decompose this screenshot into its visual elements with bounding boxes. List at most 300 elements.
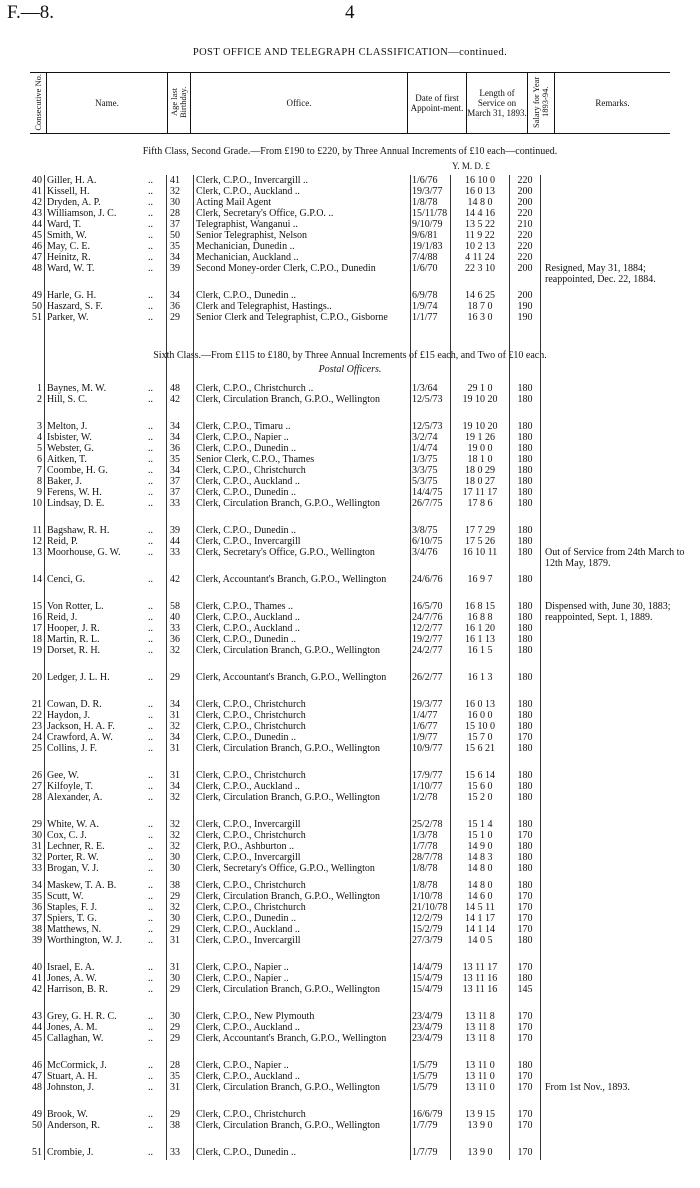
page-title: POST OFFICE AND TELEGRAPH CLASSIFICATION—continued. [192,47,508,58]
row-date: 23/4/79 [412,1011,443,1022]
row-age: 29 [170,1109,180,1120]
row-date: 7/4/88 [412,252,438,263]
row-number: 28 [32,792,42,803]
leader-dots: .. [148,487,153,498]
row-salary: 170 [517,924,533,935]
row-name: Haszard, S. F. [47,301,103,312]
leader-dots: .. [148,710,153,721]
row-length: 16 1 13 [465,634,495,645]
row-office: Clerk, C.P.O., Auckland .. [196,612,300,623]
row-name: Lechner, R. E. [47,841,105,852]
row-salary: 200 [517,186,533,197]
row-salary: 180 [517,634,533,645]
row-office: Clerk, C.P.O., Invercargill [196,852,301,863]
row-length: 16 10 0 [465,175,495,186]
row-salary: 170 [517,830,533,841]
row-salary: 180 [517,525,533,536]
row-number: 45 [32,230,42,241]
row-date: 10/9/77 [412,743,443,754]
row-number: 30 [32,830,42,841]
row-salary: 220 [517,175,533,186]
leader-dots: .. [148,935,153,946]
row-salary: 200 [517,197,533,208]
leader-dots: .. [148,819,153,830]
row-salary: 170 [517,913,533,924]
row-length: 15 10 0 [465,721,495,732]
row-length: 29 1 0 [467,383,493,394]
row-salary: 180 [517,743,533,754]
leader-dots: .. [148,792,153,803]
row-office: Clerk, C.P.O., Auckland .. [196,186,300,197]
row-number: 40 [32,175,42,186]
row-date: 1/4/74 [412,443,438,454]
row-age: 48 [170,383,180,394]
row-name: Reid, J. [47,612,78,623]
row-office: Telegraphist, Wanganui .. [196,219,298,230]
row-length: 18 1 0 [467,454,493,465]
row-date: 1/5/79 [412,1060,438,1071]
row-name: Parker, W. [47,312,89,323]
row-office: Clerk, C.P.O., Invercargill .. [196,175,309,186]
row-length: 15 6 0 [467,781,493,792]
row-length: 18 0 27 [465,476,495,487]
row-age: 44 [170,536,180,547]
row-office: Clerk, C.P.O., Thames .. [196,601,294,612]
row-age: 32 [170,645,180,656]
row-name: Melton, J. [47,421,88,432]
leader-dots: .. [148,863,153,874]
row-date: 3/3/75 [412,465,438,476]
row-office: Mechanician, Dunedin .. [196,241,295,252]
row-name: Cox, C. J. [47,830,87,841]
row-name: Jackson, H. A. F. [47,721,115,732]
row-name: Matthews, N. [47,924,102,935]
column-rule [44,175,45,1160]
row-office: Clerk, Circulation Branch, G.P.O., Wellington [196,792,380,803]
row-name: Harrison, B. R. [47,984,108,995]
row-date: 1/2/78 [412,792,438,803]
row-name: Smith, W. [47,230,87,241]
row-salary: 180 [517,612,533,623]
row-number: 32 [32,852,42,863]
row-name: Webster, G. [47,443,94,454]
row-length: 14 8 0 [467,197,493,208]
row-office: Clerk, C.P.O., Dunedin .. [196,732,296,743]
row-age: 40 [170,612,180,623]
leader-dots: .. [148,1033,153,1044]
row-name: Haydon, J. [47,710,91,721]
row-name: Anderson, R. [47,1120,101,1131]
row-number: 12 [32,536,42,547]
row-age: 34 [170,465,180,476]
row-age: 38 [170,880,180,891]
row-date: 15/11/78 [412,208,448,219]
row-length: 18 7 0 [467,301,493,312]
row-salary: 180 [517,852,533,863]
row-name: Cowan, D. R. [47,699,102,710]
row-name: Giller, H. A. [47,175,97,186]
row-name: May, C. E. [47,241,90,252]
row-office: Clerk, C.P.O., Napier .. [196,1060,289,1071]
row-length: 16 1 5 [467,645,493,656]
row-office: Clerk, Circulation Branch, G.P.O., Wellington [196,743,380,754]
row-length: 13 11 0 [465,1071,495,1082]
row-salary: 180 [517,880,533,891]
row-date: 19/2/77 [412,634,443,645]
row-date: 3/2/74 [412,432,438,443]
row-date: 14/4/75 [412,487,443,498]
leader-dots: .. [148,973,153,984]
row-salary: 170 [517,891,533,902]
row-age: 31 [170,743,180,754]
row-age: 37 [170,476,180,487]
leader-dots: .. [148,241,153,252]
row-age: 42 [170,394,180,405]
row-office: Clerk, Accountant's Branch, G.P.O., Wellington [196,1033,387,1044]
row-number: 13 [32,547,42,558]
row-date: 3/4/76 [412,547,438,558]
row-office: Senior Clerk, C.P.O., Thames [196,454,315,465]
row-age: 29 [170,672,180,683]
row-office: Clerk, C.P.O., Christchurch .. [196,383,314,394]
row-number: 46 [32,1060,42,1071]
row-salary: 180 [517,841,533,852]
row-age: 30 [170,1011,180,1022]
row-name: Johnston, J. [47,1082,94,1093]
row-length: 16 1 3 [467,672,493,683]
row-length: 17 5 26 [465,536,495,547]
row-date: 1/9/77 [412,732,438,743]
leader-dots: .. [148,645,153,656]
row-office: Clerk, Circulation Branch, G.P.O., Wellington [196,498,380,509]
row-salary: 200 [517,263,533,274]
row-name: Baker, J. [47,476,82,487]
row-office: Acting Mail Agent [196,197,271,208]
column-rule [540,175,541,1160]
row-office: Clerk, C.P.O., New Plymouth [196,1011,315,1022]
row-name: Staples, F. J. [47,902,98,913]
row-date: 3/8/75 [412,525,438,536]
row-salary: 210 [517,219,533,230]
row-date: 1/5/79 [412,1071,438,1082]
row-length: 19 0 0 [467,443,493,454]
row-salary: 180 [517,973,533,984]
row-name: Ward, T. [47,219,82,230]
row-salary: 220 [517,230,533,241]
row-office: Senior Telegraphist, Nelson [196,230,308,241]
row-number: 16 [32,612,42,623]
row-length: 14 8 0 [467,863,493,874]
row-length: 16 0 13 [465,186,495,197]
row-name: McCormick, J. [47,1060,107,1071]
row-age: 36 [170,443,180,454]
row-date: 6/9/78 [412,290,438,301]
leader-dots: .. [148,536,153,547]
row-name: Von Rotter, L. [47,601,104,612]
row-date: 14/4/79 [412,962,443,973]
row-date: 1/7/78 [412,841,438,852]
row-length: 22 3 10 [465,263,495,274]
row-remarks: Resigned, May 31, 1884; reappointed, Dec. 22, 1884. [545,263,656,285]
leader-dots: .. [148,891,153,902]
row-name: Collins, J. F. [47,743,98,754]
leader-dots: .. [148,432,153,443]
row-number: 25 [32,743,42,754]
row-date: 15/2/79 [412,924,443,935]
row-length: 16 9 7 [467,574,493,585]
leader-dots: .. [148,699,153,710]
row-length: 14 4 16 [465,208,495,219]
row-salary: 180 [517,487,533,498]
row-date: 1/7/79 [412,1120,438,1131]
row-salary: 180 [517,443,533,454]
row-salary: 180 [517,454,533,465]
row-age: 58 [170,601,180,612]
row-age: 30 [170,973,180,984]
row-date: 16/5/70 [412,601,443,612]
row-date: 1/8/78 [412,880,438,891]
row-name: Moorhouse, G. W. [47,547,121,558]
row-number: 50 [32,301,42,312]
row-number: 6 [37,454,42,465]
row-name: Spiers, T. G. [47,913,97,924]
row-name: Israel, E. A. [47,962,95,973]
row-date: 12/5/73 [412,394,443,405]
row-name: Ledger, J. L. H. [47,672,110,683]
row-age: 32 [170,186,180,197]
row-date: 1/8/78 [412,863,438,874]
leader-dots: .. [148,1022,153,1033]
row-salary: 220 [517,241,533,252]
row-number: 43 [32,208,42,219]
row-office: Clerk, P.O., Ashburton .. [196,841,295,852]
row-number: 38 [32,924,42,935]
row-number: 44 [32,1022,42,1033]
row-salary: 180 [517,935,533,946]
row-number: 3 [37,421,42,432]
row-age: 36 [170,634,180,645]
row-name: Williamson, J. C. [47,208,117,219]
row-name: Lindsay, D. E. [47,498,105,509]
row-age: 31 [170,710,180,721]
row-salary: 180 [517,770,533,781]
row-age: 32 [170,902,180,913]
leader-dots: .. [148,1060,153,1071]
row-age: 29 [170,1033,180,1044]
column-rule [166,175,167,1160]
row-salary: 170 [517,1022,533,1033]
row-number: 49 [32,1109,42,1120]
row-office: Clerk and Telegraphist, Hastings.. [196,301,332,312]
row-date: 19/1/83 [412,241,443,252]
row-office: Clerk, C.P.O., Napier .. [196,973,289,984]
row-name: Callaghan, W. [47,1033,104,1044]
row-age: 34 [170,252,180,263]
row-name: Jones, A. W. [47,973,97,984]
row-number: 26 [32,770,42,781]
row-length: 14 9 0 [467,841,493,852]
col-office: Office. [191,73,408,134]
row-length: 15 1 4 [467,819,493,830]
row-number: 23 [32,721,42,732]
row-date: 24/7/76 [412,612,443,623]
leader-dots: .. [148,230,153,241]
document-reference: F.—8. [7,2,55,23]
row-name: Dorset, R. H. [47,645,101,656]
row-office: Clerk, Circulation Branch, G.P.O., Wellington [196,394,380,405]
leader-dots: .. [148,841,153,852]
row-name: White, W. A. [47,819,99,830]
row-salary: 180 [517,781,533,792]
row-number: 22 [32,710,42,721]
row-age: 50 [170,230,180,241]
row-name: Stuart, A. H. [47,1071,98,1082]
row-length: 16 8 8 [467,612,493,623]
row-length: 13 9 15 [465,1109,495,1120]
row-length: 13 11 16 [462,984,498,995]
leader-dots: .. [148,547,153,558]
row-number: 51 [32,1147,42,1158]
leader-dots: .. [148,574,153,585]
row-date: 1/6/76 [412,175,438,186]
leader-dots: .. [148,612,153,623]
row-date: 1/10/78 [412,891,443,902]
row-name: Hooper, J. R. [47,623,100,634]
column-rule [410,175,411,1160]
row-age: 33 [170,498,180,509]
row-date: 15/4/79 [412,984,443,995]
row-office: Clerk, C.P.O., Auckland .. [196,1071,300,1082]
row-name: Brogan, V. J. [47,863,99,874]
row-length: 13 11 0 [465,1082,495,1093]
row-date: 1/4/77 [412,710,438,721]
row-salary: 180 [517,710,533,721]
row-number: 41 [32,973,42,984]
leader-dots: .. [148,290,153,301]
units-header: Y. M. D. £ [452,161,490,171]
row-number: 27 [32,781,42,792]
row-date: 1/3/75 [412,454,438,465]
row-age: 29 [170,891,180,902]
row-name: Jones, A. M. [47,1022,98,1033]
row-length: 14 6 25 [465,290,495,301]
row-age: 32 [170,721,180,732]
row-salary: 220 [517,208,533,219]
leader-dots: .. [148,421,153,432]
row-age: 41 [170,175,180,186]
row-remarks: From 1st Nov., 1893. [545,1082,630,1093]
row-number: 9 [37,487,42,498]
row-date: 12/5/73 [412,421,443,432]
row-office: Clerk, C.P.O., Invercargill [196,935,301,946]
row-length: 13 11 16 [462,973,498,984]
row-age: 32 [170,830,180,841]
row-date: 1/3/64 [412,383,438,394]
row-number: 1 [37,383,42,394]
row-age: 32 [170,819,180,830]
row-length: 16 1 20 [465,623,495,634]
row-office: Clerk, C.P.O., Invercargill [196,819,301,830]
leader-dots: .. [148,263,153,274]
leader-dots: .. [148,394,153,405]
leader-dots: .. [148,743,153,754]
row-salary: 170 [517,1147,533,1158]
row-length: 14 5 11 [465,902,495,913]
row-salary: 170 [517,1033,533,1044]
row-number: 5 [37,443,42,454]
row-length: 13 11 8 [465,1022,495,1033]
row-length: 15 6 14 [465,770,495,781]
row-length: 16 8 15 [465,601,495,612]
row-date: 28/7/78 [412,852,443,863]
leader-dots: .. [148,383,153,394]
row-age: 34 [170,781,180,792]
row-number: 4 [37,432,42,443]
row-name: Bagshaw, R. H. [47,525,110,536]
row-date: 12/2/77 [412,623,443,634]
row-length: 17 8 6 [467,498,493,509]
row-salary: 220 [517,252,533,263]
row-date: 16/6/79 [412,1109,443,1120]
row-number: 45 [32,1033,42,1044]
row-name: Brook, W. [47,1109,88,1120]
row-date: 9/6/81 [412,230,438,241]
row-name: Crombie, J. [47,1147,94,1158]
row-name: Baynes, M. W. [47,383,107,394]
row-age: 30 [170,852,180,863]
row-length: 13 11 8 [465,1033,495,1044]
row-date: 1/6/77 [412,721,438,732]
row-date: 15/4/79 [412,973,443,984]
row-office: Clerk, C.P.O., Napier .. [196,432,289,443]
row-number: 33 [32,863,42,874]
row-remarks: Out of Service from 24th March to 12th May, 1879. [545,547,685,569]
row-age: 28 [170,208,180,219]
row-length: 16 3 0 [467,312,493,323]
row-number: 51 [32,312,42,323]
row-salary: 170 [517,1011,533,1022]
row-name: Worthington, W. J. [47,935,123,946]
row-number: 17 [32,623,42,634]
row-name: Dryden, A. P. [47,197,101,208]
row-number: 43 [32,1011,42,1022]
leader-dots: .. [148,1011,153,1022]
row-office: Clerk, Accountant's Branch, G.P.O., Wellington [196,574,387,585]
row-office: Clerk, C.P.O., Dunedin .. [196,290,296,301]
row-length: 17 11 17 [462,487,498,498]
row-salary: 180 [517,547,533,558]
row-salary: 180 [517,498,533,509]
row-length: 15 6 21 [465,743,495,754]
row-office: Clerk, C.P.O., Dunedin .. [196,487,296,498]
row-office: Second Money-order Clerk, C.P.O., Dunedin [196,263,376,274]
row-name: Kissell, H. [47,186,90,197]
leader-dots: .. [148,301,153,312]
row-date: 1/5/79 [412,1082,438,1093]
row-age: 31 [170,770,180,781]
leader-dots: .. [148,476,153,487]
row-date: 21/10/78 [412,902,448,913]
col-name: Name. [47,73,168,134]
row-office: Clerk, C.P.O., Dunedin .. [196,443,296,454]
row-age: 29 [170,1022,180,1033]
row-salary: 180 [517,792,533,803]
row-office: Clerk, C.P.O., Christchurch [196,830,306,841]
row-date: 24/6/76 [412,574,443,585]
row-salary: 170 [517,1082,533,1093]
row-number: 35 [32,891,42,902]
row-date: 24/2/77 [412,645,443,656]
